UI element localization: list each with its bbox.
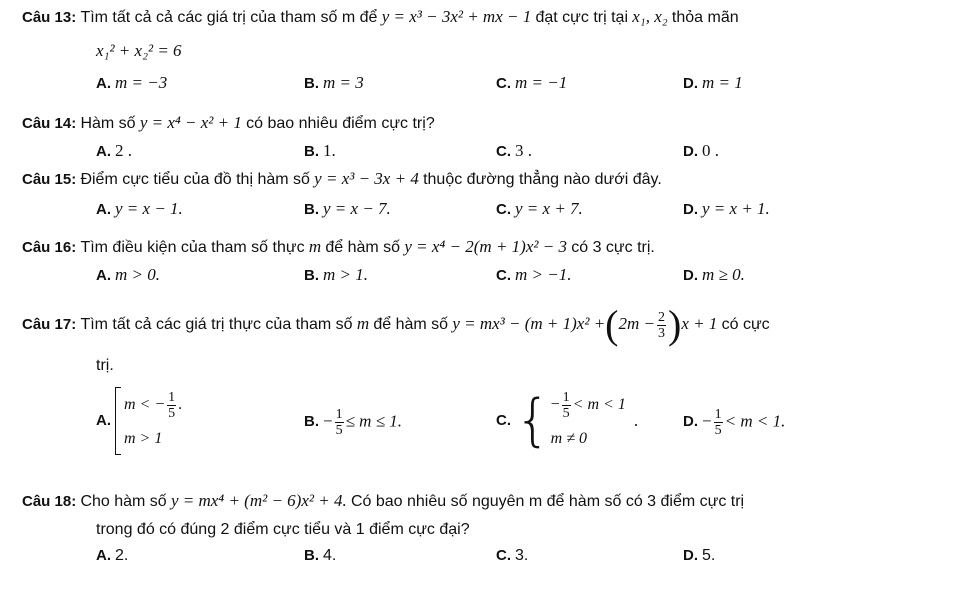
question-18-option-b[interactable] [304, 544, 336, 567]
question-17-continuation [96, 354, 114, 377]
fraction-one-fifth: $\frac{1}{5}$ [335, 407, 343, 438]
option-value: ≤ m ≤ 1. [345, 411, 403, 431]
minus-sign: − [702, 411, 712, 431]
question-15 [22, 168, 662, 191]
option-label: D. [683, 201, 698, 218]
question-17-option-a[interactable] [96, 381, 182, 461]
question-16 [22, 236, 655, 259]
option-label: B. [304, 143, 319, 160]
question-13-text-3: thỏa mãn [671, 9, 739, 26]
option-value: m > 1. [323, 265, 368, 284]
brace-icon: { [515, 388, 551, 453]
question-15-option-a[interactable] [96, 198, 183, 221]
question-14-option-a[interactable] [96, 140, 132, 163]
option-value: 0 . [702, 141, 719, 160]
fraction-two-thirds: $\frac{2}{3}$ [658, 309, 665, 341]
question-13-text-2: đạt cực trị tại [535, 9, 628, 26]
question-15-option-b[interactable] [304, 198, 391, 221]
option-label: D. [683, 413, 698, 431]
question-13-text: Tìm tất cả cả các giá trị của tham số m để [80, 9, 378, 26]
question-13-option-a[interactable] [96, 72, 167, 95]
question-16-label: Câu 16: [22, 239, 77, 256]
question-16-text: Tìm điều kiện của tham số thực [80, 239, 305, 256]
option-label: A. [96, 267, 111, 284]
option-value: 5. [702, 547, 716, 564]
question-17-label: Câu 17: [22, 316, 77, 333]
question-17-text-4: trị. [96, 357, 114, 374]
question-18-text: Cho hàm số [80, 493, 167, 510]
option-value: 2. [115, 547, 129, 564]
option-value: m = 3 [323, 73, 364, 92]
question-14-label: Câu 14: [22, 115, 77, 132]
option-value: 1. [323, 141, 336, 160]
option-label: C. [496, 143, 511, 160]
option-value: < m < 1. [724, 411, 786, 431]
option-value: 3 . [515, 141, 532, 160]
option-value: 3. [515, 547, 529, 564]
question-15-function: y = x³ − 3x + 4 [314, 169, 419, 188]
option-value: 4. [323, 547, 337, 564]
question-18-option-d[interactable] [683, 544, 715, 567]
question-18-text-3: trong đó có đúng 2 điểm cực tiểu và 1 điểm cực đại? [96, 521, 470, 538]
question-15-option-d[interactable] [683, 198, 770, 221]
option-label: C. [496, 412, 511, 429]
question-18-function: y = mx⁴ + (m² − 6)x² + 4. [170, 491, 347, 510]
question-17-function-b: 2m − [618, 314, 655, 333]
question-17-function-a: y = mx³ − (m + 1)x² + [452, 314, 606, 333]
option-value: m = −1 [515, 73, 568, 92]
question-17-option-b[interactable] [304, 407, 402, 438]
option-label: C. [496, 547, 511, 564]
question-17 [22, 296, 770, 353]
option-label: C. [496, 201, 511, 218]
option-value: m > −1. [515, 265, 572, 284]
option-label: A. [96, 412, 111, 429]
option-label: D. [683, 547, 698, 564]
question-17-option-d[interactable] [683, 407, 785, 438]
question-16-option-c[interactable] [496, 264, 571, 287]
question-15-text-2: thuộc đường thẳng nào dưới đây. [423, 171, 662, 188]
question-14-text-2: có bao nhiêu điểm cực trị? [246, 115, 435, 132]
question-14-function: y = x⁴ − x² + 1 [139, 113, 242, 132]
question-13-option-c[interactable] [496, 72, 567, 95]
question-17-text: Tìm tất cả các giá trị thực của tham số [80, 316, 353, 333]
option-value: y = x − 1. [115, 199, 183, 218]
option-label: A. [96, 143, 111, 160]
question-13-function: y = x³ − 3x² + mx − 1 [381, 7, 532, 26]
option-label: A. [96, 75, 111, 92]
option-label: B. [304, 75, 319, 92]
option-value: m = 1 [702, 73, 743, 92]
question-17-option-c[interactable] [496, 381, 638, 461]
question-17-function-c: x + 1 [681, 314, 718, 333]
question-18 [22, 490, 744, 513]
option-label: B. [304, 267, 319, 284]
option-label: D. [683, 143, 698, 160]
fraction-one-fifth: $\frac{1}{5}$ [562, 389, 570, 421]
option-label: D. [683, 267, 698, 284]
question-15-label: Câu 15: [22, 171, 77, 188]
question-16-text-2: để hàm số [325, 239, 401, 256]
question-18-option-a[interactable] [96, 544, 128, 567]
question-16-param: m [308, 237, 322, 256]
question-18-option-c[interactable] [496, 544, 528, 567]
question-17-text-3: có cực [721, 316, 770, 333]
option-label: C. [496, 75, 511, 92]
option-value: m > 0. [115, 265, 160, 284]
question-14-option-d[interactable] [683, 140, 719, 163]
option-label: B. [304, 413, 319, 431]
question-14-option-c[interactable] [496, 140, 532, 163]
question-14-option-b[interactable] [304, 140, 336, 163]
option-label: D. [683, 75, 698, 92]
question-16-option-a[interactable] [96, 264, 160, 287]
question-15-option-c[interactable] [496, 198, 583, 221]
question-14 [22, 112, 435, 135]
question-17-text-2: để hàm số [373, 316, 449, 333]
option-value: y = x + 1. [702, 199, 770, 218]
bracket-icon [115, 387, 121, 455]
fraction-one-fifth: $\frac{1}{5}$ [168, 389, 176, 421]
question-16-option-b[interactable] [304, 264, 368, 287]
question-13-condition [96, 40, 182, 62]
option-value: y = x + 7. [515, 199, 583, 218]
question-13-option-b[interactable] [304, 72, 364, 95]
question-18-continuation [96, 518, 470, 541]
option-label: B. [304, 201, 319, 218]
option-label: A. [96, 547, 111, 564]
question-17-param: m [356, 314, 370, 333]
question-13-condition-formula: x₁² + x₂² = 6 [96, 41, 182, 60]
minus-sign: − [323, 411, 333, 431]
option-value: m = −3 [115, 73, 168, 92]
option-value: y = x − 7. [323, 199, 391, 218]
option-a-system: m < − $\frac{1}{5}$ . m > 1 [124, 389, 183, 447]
option-label: C. [496, 267, 511, 284]
option-value: m ≥ 0. [702, 265, 745, 284]
question-13-vars: x₁, x₂ [632, 7, 668, 26]
right-paren: ) [668, 302, 682, 348]
question-16-function: y = x⁴ − 2(m + 1)x² − 3 [404, 237, 567, 256]
option-c-system: − $\frac{1}{5}$ < m < 1 m ≠ 0 [550, 389, 626, 447]
question-18-text-2: Có bao nhiêu số nguyên m để hàm số có 3 điểm cực trị [350, 493, 745, 510]
left-paren: ( [605, 302, 619, 348]
option-label: A. [96, 201, 111, 218]
question-13-label: Câu 13: [22, 9, 77, 26]
question-18-label: Câu 18: [22, 493, 77, 510]
question-13 [22, 6, 739, 29]
option-value: 2 . [115, 141, 132, 160]
question-14-text: Hàm số [80, 115, 136, 132]
question-16-option-d[interactable] [683, 264, 745, 287]
question-16-text-3: có 3 cực trị. [571, 239, 655, 256]
question-15-text: Điểm cực tiểu của đồ thị hàm số [80, 171, 310, 188]
question-13-option-d[interactable] [683, 72, 743, 95]
fraction-one-fifth: $\frac{1}{5}$ [714, 407, 722, 438]
option-label: B. [304, 547, 319, 564]
period: . [633, 411, 639, 430]
